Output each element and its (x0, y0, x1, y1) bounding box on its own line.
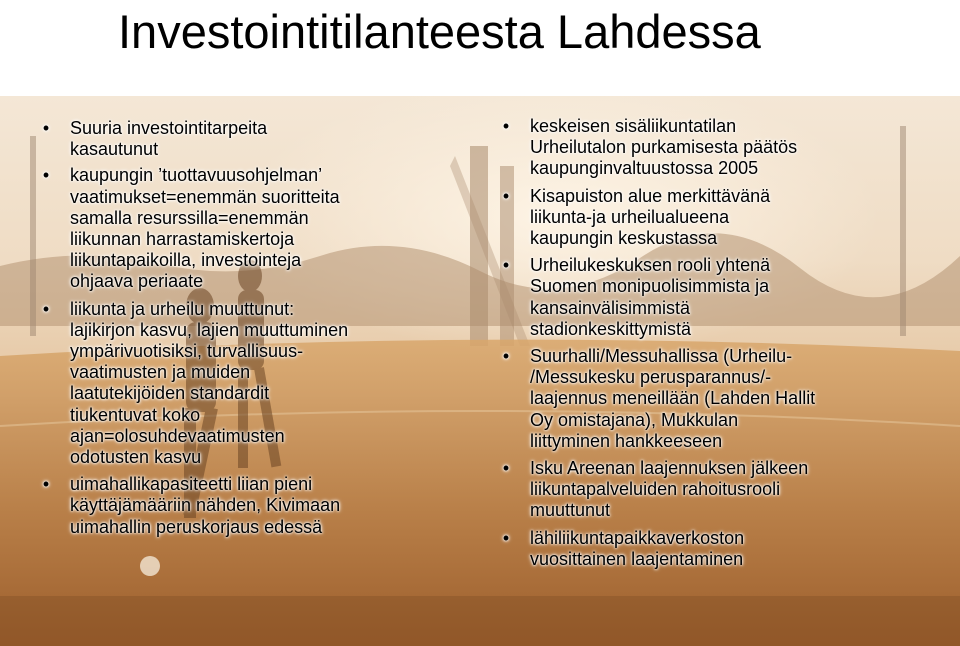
list-item (496, 255, 942, 340)
list-item (496, 528, 942, 570)
list-item-text: lähiliikuntapaikkaverkoston vuosittainen laajentaminen (530, 527, 745, 569)
list-item-text: Suurhalli/Messuhallissa (Urheilu- /Messukesku perusparannus/- laajennus meneillään (Lahden Hallit Oy omistajana), Mukkulan liittyminen hankkeeseen (530, 346, 816, 451)
bullet-icon: • (502, 458, 510, 479)
bullet-icon: • (502, 185, 510, 206)
bullet-icon: • (42, 474, 50, 495)
list-item-text: uimahallikapasiteetti liian pieni käyttäjämääriin nähden, Kivimaan uimahallin peruskorjaus edessä (70, 474, 341, 537)
right-column (496, 116, 942, 576)
list-item (496, 116, 942, 180)
left-bullet-list (36, 118, 476, 538)
bullet-icon: • (42, 118, 50, 138)
list-item (496, 458, 942, 522)
right-bullet-list (496, 116, 942, 570)
bullet-icon: • (42, 298, 50, 319)
list-item (36, 165, 476, 292)
list-item-text: liikunta ja urheilu muuttunut: lajikirjon kasvu, lajien muuttuminen ympärivuotisiksi, turvallisuus- vaatimusten ja muiden laatutekijöiden standardit tiukentuvat koko ajan=olosuhdevaatimusten odotusten kasvu (70, 298, 349, 468)
slide-title: Investointitilanteesta Lahdessa (118, 5, 761, 58)
left-column (36, 118, 476, 544)
list-item-text: Suuria investointitarpeita kasautunut (70, 118, 268, 160)
list-item (496, 186, 942, 250)
bullet-icon: • (502, 527, 510, 548)
list-item (36, 118, 476, 160)
list-item (36, 474, 476, 538)
list-item (36, 299, 476, 469)
list-item (496, 346, 942, 452)
bullet-icon: • (502, 255, 510, 276)
list-item-text: Isku Areenan laajennuksen jälkeen liikuntapalveluiden rahoitusrooli muuttunut (530, 458, 809, 521)
bullet-icon: • (42, 165, 50, 186)
bullet-icon: • (502, 346, 510, 367)
list-item-text: keskeisen sisäliikuntatilan Urheilutalon purkamisesta päätös kaupunginvaltuustossa 2005 (530, 116, 798, 179)
list-item-text: Kisapuiston alue merkittävänä liikunta-ja urheilualueena kaupungin keskustassa (530, 185, 771, 249)
bullet-icon: • (502, 116, 510, 136)
list-item-text: kaupungin ’tuottavuusohjelman’ vaatimukset=enemmän suoritteita samalla resurssilla=enemmän liikunnan harrastamiskertoja liikuntapaikoilla, investointeja ohjaava periaate (70, 165, 340, 292)
list-item-text: Urheilukeskuksen rooli yhtenä Suomen monipuolisimmista ja kansainvälisimmistä stadionkeskittymistä (530, 255, 771, 339)
